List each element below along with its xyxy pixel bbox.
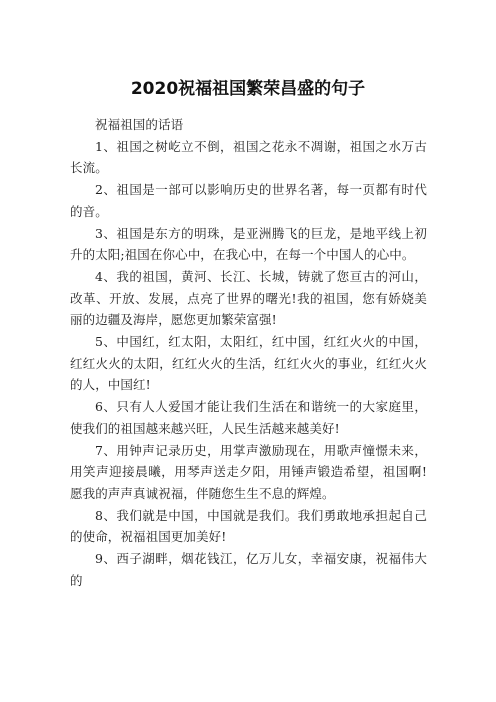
paragraph-9: 9、西子湖畔，烟花钱江，亿万儿女，幸福安康，祝福伟大的: [70, 551, 427, 588]
paragraph-5: 5、中国红，红太阳，太阳红，红中国，红红火火的中国，红红火火的太阳，红红火火的生活，红红火火的事业，红红火火的人，中国红!: [70, 334, 427, 393]
document-body: [70, 114, 427, 591]
paragraph-3: 3、祖国是东方的明珠，是亚洲腾飞的巨龙，是地平线上初升的太阳;祖国在你心中，在我心中，在每一个中国人的心中。: [70, 225, 427, 263]
paragraph-4: 4、我的祖国，黄河、长江、长城，铸就了您亘古的河山，改革、开放、发展，点亮了世界的曙光!我的祖国，您有娇娆美丽的边疆及海岸，愿您更加繁荣富强!: [70, 268, 427, 328]
paragraph-8: 8、我们就是中国，中国就是我们。我们勇敢地承担起自己的使命，祝福祖国更加美好!: [70, 507, 427, 545]
paragraph-2: 2、祖国是一部可以影响历史的世界名著，每一页都有时代的音。: [70, 182, 427, 219]
document-title: 2020祝福祖国繁荣昌盛的句子: [130, 79, 366, 99]
paragraph-1: 1、祖国之树屹立不倒，祖国之花永不凋谢，祖国之水万古长流。: [70, 138, 427, 176]
paragraph-6: 6、只有人人爱国才能让我们生活在和谐统一的大家庭里，使我们的祖国越来越兴旺，人民生活越来越美好!: [70, 399, 427, 436]
paragraph-7: 7、用钟声记录历史，用掌声激励现在，用歌声憧憬未来，用笑声迎接晨曦，用琴声送走夕阳，用锤声锻造希望，祖国啊!愿我的声声真诚祝福，伴随您生生不息的辉煌。: [70, 442, 427, 501]
paragraph-subtitle: 祝福祖国的话语: [95, 117, 184, 132]
